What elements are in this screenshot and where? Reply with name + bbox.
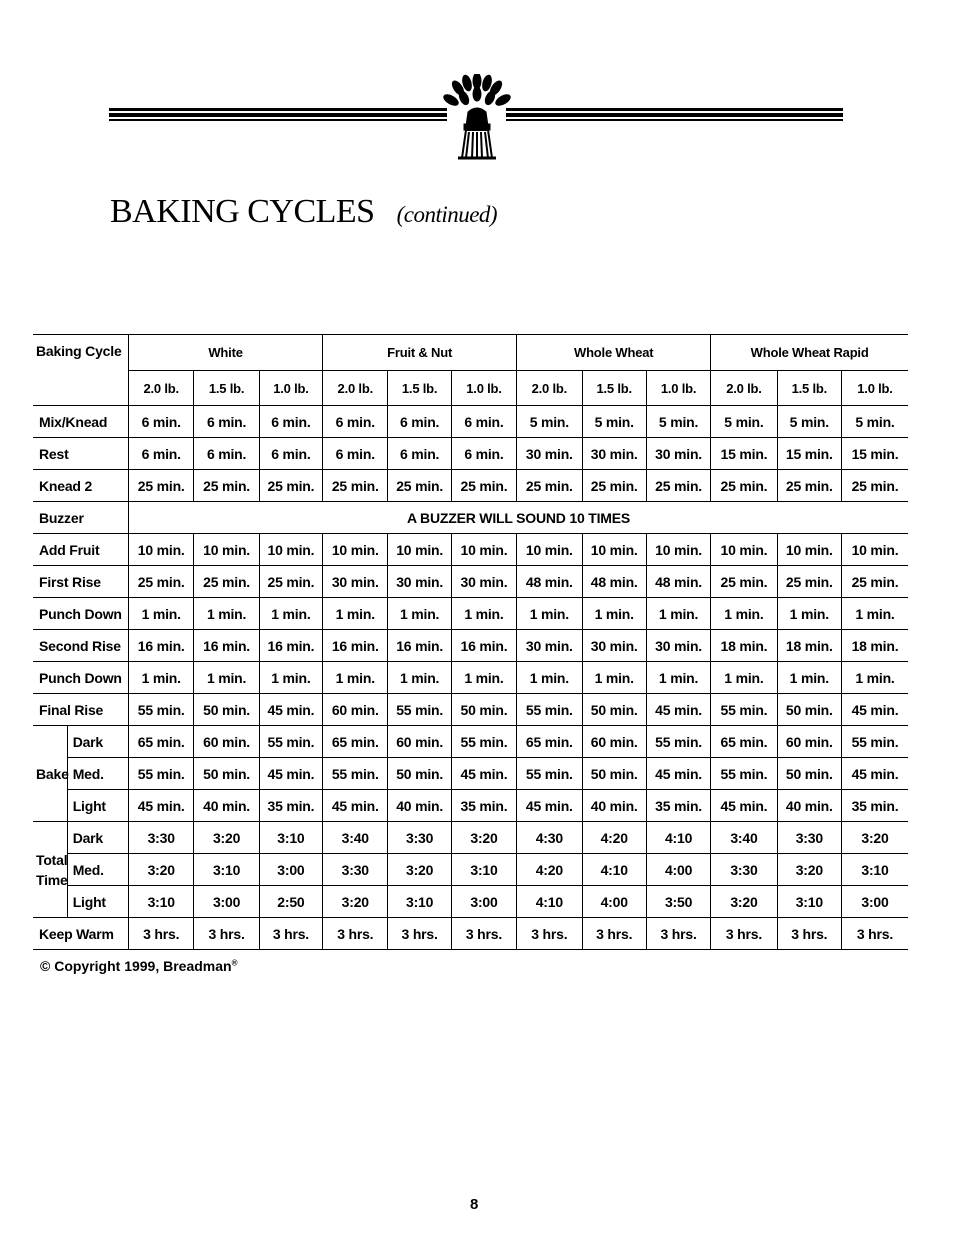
- table-cell: 6 min.: [451, 406, 516, 438]
- header-rule-right: [506, 108, 843, 122]
- title-subtitle: (continued): [396, 202, 498, 227]
- table-cell: 45 min.: [259, 758, 322, 790]
- table-cell: 55 min.: [646, 726, 710, 758]
- table-cell: 1 min.: [646, 598, 710, 630]
- table-cell: 45 min.: [646, 694, 710, 726]
- table-cell: 35 min.: [646, 790, 710, 822]
- table-row: [33, 470, 908, 502]
- table-cell: 65 min.: [129, 726, 194, 758]
- size-header: 2.0 lb.: [517, 371, 582, 406]
- table-cell: 50 min.: [194, 758, 259, 790]
- table-cell: 50 min.: [451, 694, 516, 726]
- table-cell: 25 min.: [451, 470, 516, 502]
- table-cell: 3:40: [323, 822, 388, 854]
- table-cell: 45 min.: [841, 694, 908, 726]
- copyright: [40, 958, 238, 974]
- table-cell: 55 min.: [323, 758, 388, 790]
- table-cell: 65 min.: [517, 726, 582, 758]
- table-cell: 3 hrs.: [323, 918, 388, 950]
- table-cell: 3:20: [841, 822, 908, 854]
- table-cell: 5 min.: [711, 406, 777, 438]
- table-cell: 3:10: [451, 854, 516, 886]
- table-cell: 3:30: [129, 822, 194, 854]
- table-cell: 1 min.: [129, 598, 194, 630]
- table-cell: 48 min.: [517, 566, 582, 598]
- table-cell: 3:20: [451, 822, 516, 854]
- table-cell: 15 min.: [711, 438, 777, 470]
- row-label: First Rise: [33, 566, 129, 598]
- table-cell: 4:30: [517, 822, 582, 854]
- table-cell: 3:50: [646, 886, 710, 918]
- table-cell: 55 min.: [517, 694, 582, 726]
- table-cell: 3 hrs.: [388, 918, 451, 950]
- header-rule-left: [109, 108, 447, 122]
- table-cell: 3 hrs.: [841, 918, 908, 950]
- table-cell: 16 min.: [388, 630, 451, 662]
- table-cell: 45 min.: [259, 694, 322, 726]
- table-cell: 6 min.: [323, 438, 388, 470]
- table-cell: 25 min.: [711, 566, 777, 598]
- table-cell: 40 min.: [777, 790, 841, 822]
- table-cell: 55 min.: [129, 694, 194, 726]
- size-header: 2.0 lb.: [129, 371, 194, 406]
- baking-cycles-table: [33, 334, 908, 950]
- table-cell: 25 min.: [582, 470, 646, 502]
- table-row: [33, 630, 908, 662]
- table-cell: 40 min.: [388, 790, 451, 822]
- registered-mark: ®: [231, 958, 238, 968]
- table-cell: 30 min.: [517, 438, 582, 470]
- table-cell: 3:00: [259, 854, 322, 886]
- table-cell: 3:20: [129, 854, 194, 886]
- table-cell: 6 min.: [129, 406, 194, 438]
- table-cell: 35 min.: [451, 790, 516, 822]
- table-cell: 6 min.: [194, 438, 259, 470]
- table-cell: 1 min.: [711, 598, 777, 630]
- table-cell: 1 min.: [388, 662, 451, 694]
- table-cell: 65 min.: [323, 726, 388, 758]
- table-cell: 40 min.: [582, 790, 646, 822]
- size-header: 1.5 lb.: [777, 371, 841, 406]
- size-header: 1.5 lb.: [194, 371, 259, 406]
- table-cell: 25 min.: [777, 470, 841, 502]
- table-cell: 1 min.: [323, 598, 388, 630]
- table-cell: 25 min.: [841, 470, 908, 502]
- table-cell: 5 min.: [582, 406, 646, 438]
- table-cell: 3 hrs.: [646, 918, 710, 950]
- table-cell: 30 min.: [323, 566, 388, 598]
- table-cell: 16 min.: [451, 630, 516, 662]
- table-cell: 55 min.: [451, 726, 516, 758]
- group-header-fruit-nut: Fruit & Nut: [323, 335, 517, 371]
- table-cell: 30 min.: [582, 630, 646, 662]
- table-cell: 25 min.: [194, 566, 259, 598]
- table-cell: 25 min.: [777, 566, 841, 598]
- table-cell: 45 min.: [711, 790, 777, 822]
- table-cell: 25 min.: [129, 566, 194, 598]
- table-cell: 3 hrs.: [517, 918, 582, 950]
- table-row: [33, 694, 908, 726]
- table-cell: 50 min.: [388, 758, 451, 790]
- table-row: [33, 406, 908, 438]
- total-time-row: [33, 886, 908, 918]
- table-cell: 50 min.: [582, 758, 646, 790]
- table-cell: 1 min.: [777, 598, 841, 630]
- table-cell: 6 min.: [451, 438, 516, 470]
- size-header: 1.0 lb.: [259, 371, 322, 406]
- table-row: [33, 662, 908, 694]
- row-label: Punch Down: [33, 662, 129, 694]
- table-cell: 6 min.: [129, 438, 194, 470]
- total-time-group-label: Total Time: [33, 822, 67, 918]
- table-cell: 1 min.: [582, 598, 646, 630]
- bake-row: [33, 790, 908, 822]
- table-cell: 55 min.: [711, 694, 777, 726]
- table-cell: 6 min.: [259, 438, 322, 470]
- row-sublabel: Dark: [67, 726, 128, 758]
- table-cell: 3:40: [711, 822, 777, 854]
- table-cell: 3:20: [323, 886, 388, 918]
- table-cell: 1 min.: [646, 662, 710, 694]
- table-cell: 6 min.: [259, 406, 322, 438]
- row-sublabel: Light: [67, 790, 128, 822]
- table-cell: 30 min.: [582, 438, 646, 470]
- buzzer-note: A BUZZER WILL SOUND 10 TIMES: [129, 502, 908, 534]
- total-time-row: [33, 854, 908, 886]
- copyright-text: © Copyright 1999, Breadman: [40, 958, 232, 974]
- table-cell: 45 min.: [517, 790, 582, 822]
- table-cell: 65 min.: [711, 726, 777, 758]
- bake-row: [33, 758, 908, 790]
- table-cell: 25 min.: [194, 470, 259, 502]
- table-row: [33, 438, 908, 470]
- row-sublabel: Dark: [67, 822, 128, 854]
- table-cell: 45 min.: [323, 790, 388, 822]
- table-cell: 1 min.: [323, 662, 388, 694]
- table-cell: 16 min.: [129, 630, 194, 662]
- table-cell: 3 hrs.: [259, 918, 322, 950]
- table-cell: 1 min.: [388, 598, 451, 630]
- table-cell: 3:00: [194, 886, 259, 918]
- table-cell: 3:20: [388, 854, 451, 886]
- table-cell: 18 min.: [841, 630, 908, 662]
- table-cell: 3 hrs.: [129, 918, 194, 950]
- title-text: BAKING CYCLES: [110, 193, 375, 230]
- table-cell: 4:00: [582, 886, 646, 918]
- row-label: Knead 2: [33, 470, 129, 502]
- row-label: Rest: [33, 438, 129, 470]
- group-header-row: [33, 335, 908, 371]
- table-cell: 10 min.: [323, 534, 388, 566]
- table-cell: 10 min.: [646, 534, 710, 566]
- table-cell: 1 min.: [451, 662, 516, 694]
- table-row: [33, 534, 908, 566]
- table-cell: 25 min.: [259, 566, 322, 598]
- table-cell: 3:20: [777, 854, 841, 886]
- table-cell: 1 min.: [777, 662, 841, 694]
- table-cell: 3:30: [323, 854, 388, 886]
- group-header-whole-wheat-rapid: Whole Wheat Rapid: [711, 335, 908, 371]
- row-label: Final Rise: [33, 694, 129, 726]
- table-cell: 45 min.: [451, 758, 516, 790]
- page-number: 8: [470, 1196, 479, 1213]
- table-cell: 3 hrs.: [711, 918, 777, 950]
- table-cell: 15 min.: [777, 438, 841, 470]
- table-cell: 10 min.: [388, 534, 451, 566]
- table-cell: 45 min.: [129, 790, 194, 822]
- table-cell: 3:30: [388, 822, 451, 854]
- table-cell: 55 min.: [517, 758, 582, 790]
- table-cell: 5 min.: [646, 406, 710, 438]
- table-cell: 30 min.: [451, 566, 516, 598]
- table-cell: 4:10: [517, 886, 582, 918]
- table-cell: 6 min.: [388, 438, 451, 470]
- table-cell: 3:10: [777, 886, 841, 918]
- table-cell: 60 min.: [582, 726, 646, 758]
- table-cell: 25 min.: [323, 470, 388, 502]
- table-cell: 60 min.: [323, 694, 388, 726]
- buzzer-row: [33, 502, 908, 534]
- table-cell: 3:10: [388, 886, 451, 918]
- table-cell: 25 min.: [841, 566, 908, 598]
- table-cell: 48 min.: [646, 566, 710, 598]
- table-cell: 30 min.: [646, 438, 710, 470]
- row-label: Keep Warm: [33, 918, 129, 950]
- table-cell: 3:30: [711, 854, 777, 886]
- row-label: Mix/Knead: [33, 406, 129, 438]
- total-time-row: [33, 822, 908, 854]
- corner-label: Baking Cycle: [33, 335, 129, 406]
- table-cell: 50 min.: [777, 758, 841, 790]
- table-cell: 3 hrs.: [194, 918, 259, 950]
- row-label: Buzzer: [33, 502, 129, 534]
- size-header: 1.5 lb.: [582, 371, 646, 406]
- table-cell: 25 min.: [388, 470, 451, 502]
- size-header-row: [33, 371, 908, 406]
- table-cell: 3:00: [841, 886, 908, 918]
- size-header: 1.0 lb.: [841, 371, 908, 406]
- table-cell: 30 min.: [388, 566, 451, 598]
- table-row: [33, 566, 908, 598]
- table-cell: 6 min.: [194, 406, 259, 438]
- table-cell: 4:00: [646, 854, 710, 886]
- table-cell: 3:10: [259, 822, 322, 854]
- table-cell: 45 min.: [841, 758, 908, 790]
- size-header: 1.5 lb.: [388, 371, 451, 406]
- table-cell: 55 min.: [388, 694, 451, 726]
- table-cell: 4:20: [517, 854, 582, 886]
- table-cell: 4:10: [582, 854, 646, 886]
- table-cell: 3 hrs.: [451, 918, 516, 950]
- group-header-white: White: [129, 335, 323, 371]
- wheat-sheaf-icon: [438, 74, 516, 160]
- table-cell: 55 min.: [841, 726, 908, 758]
- table-cell: 5 min.: [517, 406, 582, 438]
- table-cell: 3:00: [451, 886, 516, 918]
- bake-group-label: Bake: [33, 726, 67, 822]
- table-cell: 3:10: [129, 886, 194, 918]
- table-cell: 10 min.: [582, 534, 646, 566]
- table-cell: 1 min.: [841, 662, 908, 694]
- table-cell: 3:20: [711, 886, 777, 918]
- table-cell: 25 min.: [517, 470, 582, 502]
- size-header: 2.0 lb.: [711, 371, 777, 406]
- table-cell: 3 hrs.: [582, 918, 646, 950]
- table-cell: 10 min.: [129, 534, 194, 566]
- table-cell: 16 min.: [323, 630, 388, 662]
- table-cell: 55 min.: [259, 726, 322, 758]
- table-cell: 3:10: [841, 854, 908, 886]
- table-cell: 6 min.: [388, 406, 451, 438]
- table-cell: 10 min.: [841, 534, 908, 566]
- row-label: Add Fruit: [33, 534, 129, 566]
- table-cell: 1 min.: [259, 662, 322, 694]
- table-cell: 45 min.: [646, 758, 710, 790]
- table-cell: 3:20: [194, 822, 259, 854]
- table-cell: 35 min.: [259, 790, 322, 822]
- table-cell: 2:50: [259, 886, 322, 918]
- table-cell: 5 min.: [777, 406, 841, 438]
- bake-row: [33, 726, 908, 758]
- table-cell: 10 min.: [711, 534, 777, 566]
- table-cell: 18 min.: [777, 630, 841, 662]
- table-cell: 3:30: [777, 822, 841, 854]
- table-cell: 30 min.: [517, 630, 582, 662]
- table-cell: 25 min.: [711, 470, 777, 502]
- table-cell: 1 min.: [582, 662, 646, 694]
- row-sublabel: Med.: [67, 758, 128, 790]
- page-title: [110, 193, 497, 231]
- size-header: 1.0 lb.: [451, 371, 516, 406]
- table-cell: 10 min.: [194, 534, 259, 566]
- table-cell: 3 hrs.: [777, 918, 841, 950]
- size-header: 1.0 lb.: [646, 371, 710, 406]
- table-cell: 60 min.: [194, 726, 259, 758]
- table-cell: 16 min.: [194, 630, 259, 662]
- table-cell: 1 min.: [194, 598, 259, 630]
- table-cell: 1 min.: [517, 598, 582, 630]
- table-cell: 1 min.: [841, 598, 908, 630]
- table-cell: 4:10: [646, 822, 710, 854]
- table-cell: 10 min.: [451, 534, 516, 566]
- table-cell: 1 min.: [194, 662, 259, 694]
- table-cell: 16 min.: [259, 630, 322, 662]
- table-cell: 10 min.: [259, 534, 322, 566]
- table-cell: 1 min.: [129, 662, 194, 694]
- table-cell: 25 min.: [259, 470, 322, 502]
- table-cell: 50 min.: [582, 694, 646, 726]
- table-cell: 1 min.: [259, 598, 322, 630]
- table-cell: 15 min.: [841, 438, 908, 470]
- table-cell: 1 min.: [451, 598, 516, 630]
- table-cell: 40 min.: [194, 790, 259, 822]
- table-cell: 50 min.: [194, 694, 259, 726]
- table-cell: 10 min.: [777, 534, 841, 566]
- table-cell: 6 min.: [323, 406, 388, 438]
- table-cell: 5 min.: [841, 406, 908, 438]
- table-cell: 35 min.: [841, 790, 908, 822]
- table-cell: 55 min.: [711, 758, 777, 790]
- table-cell: 1 min.: [517, 662, 582, 694]
- table-cell: 60 min.: [388, 726, 451, 758]
- table-cell: 4:20: [582, 822, 646, 854]
- group-header-whole-wheat: Whole Wheat: [517, 335, 711, 371]
- table-cell: 25 min.: [129, 470, 194, 502]
- row-label: Second Rise: [33, 630, 129, 662]
- table-cell: 18 min.: [711, 630, 777, 662]
- row-sublabel: Med.: [67, 854, 128, 886]
- row-label: Punch Down: [33, 598, 129, 630]
- table-cell: 3:10: [194, 854, 259, 886]
- table-cell: 55 min.: [129, 758, 194, 790]
- table-row: [33, 598, 908, 630]
- table-cell: 1 min.: [711, 662, 777, 694]
- size-header: 2.0 lb.: [323, 371, 388, 406]
- table-cell: 25 min.: [646, 470, 710, 502]
- table-cell: 10 min.: [517, 534, 582, 566]
- row-sublabel: Light: [67, 886, 128, 918]
- keep-warm-row: [33, 918, 908, 950]
- table-cell: 30 min.: [646, 630, 710, 662]
- table-cell: 48 min.: [582, 566, 646, 598]
- table-cell: 60 min.: [777, 726, 841, 758]
- table-cell: 50 min.: [777, 694, 841, 726]
